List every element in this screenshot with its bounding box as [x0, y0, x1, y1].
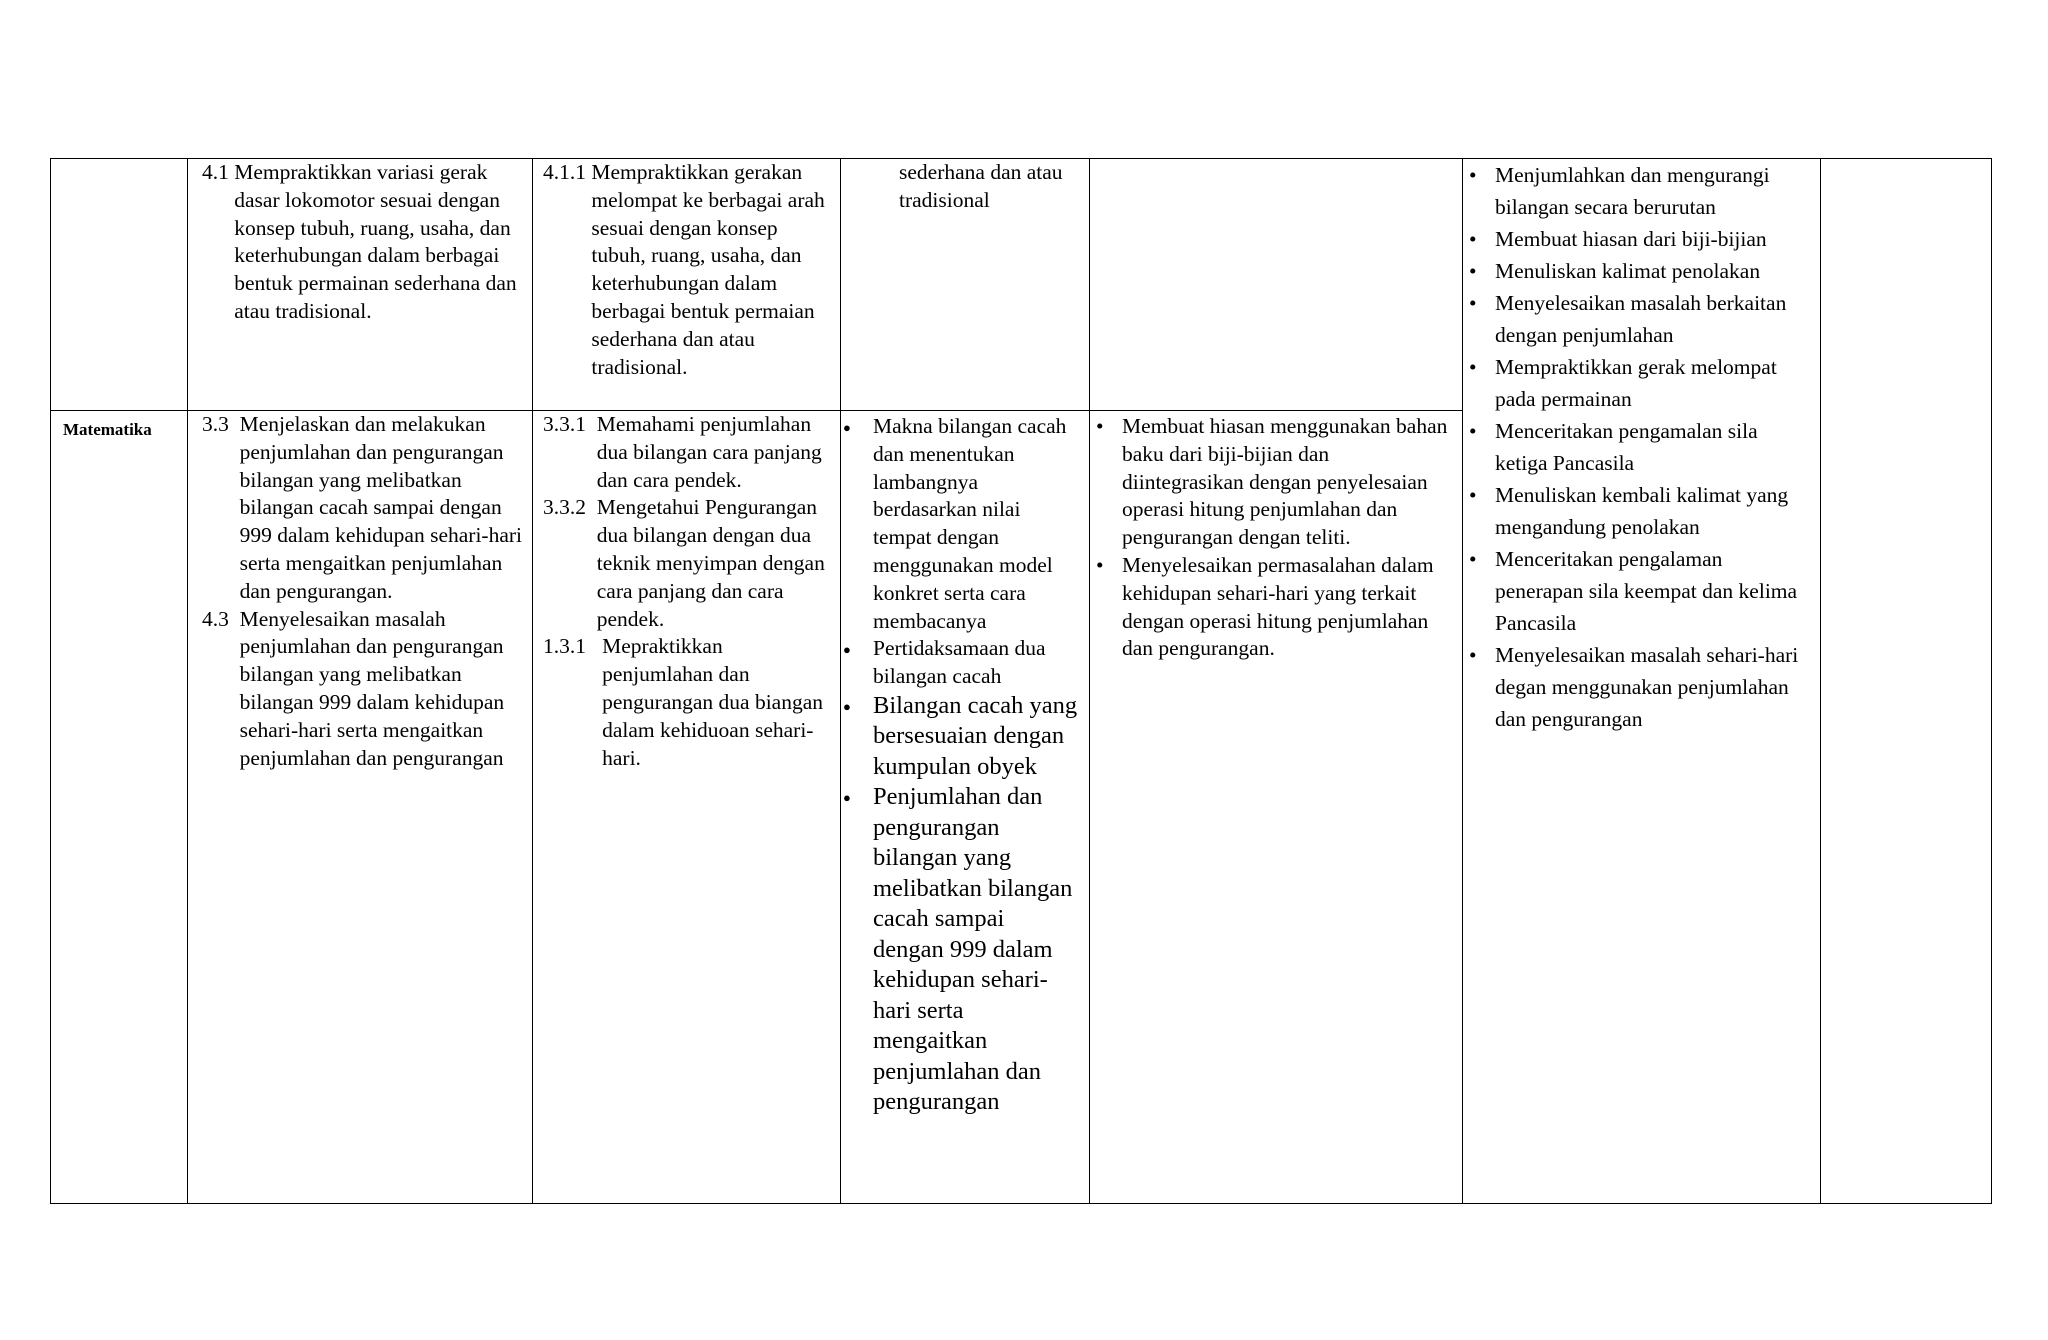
indicator-item	[543, 411, 830, 494]
list-item: ● Bilangan cacah yang bersesuaian dengan kumpulan obyek	[841, 691, 1079, 783]
notes-cell	[1821, 159, 1992, 1204]
competency-number: 4.1	[202, 160, 235, 184]
list-item: • Menjumlahkan dan mengurangi bilangan secara berurutan	[1463, 159, 1810, 223]
material-list	[841, 413, 1079, 1118]
activity-cell	[1090, 159, 1463, 411]
subject-label: Matematika	[63, 420, 152, 439]
material-text: sederhana dan atau tradisional	[899, 160, 1063, 212]
activity-list	[1090, 413, 1452, 663]
list-item: • Menuliskan kalimat penolakan	[1463, 255, 1810, 287]
competency-cell	[188, 159, 533, 411]
indicator-number: 1.3.1	[543, 634, 603, 659]
indicator-number: 3.3.2	[543, 495, 597, 520]
list-item: ● Penjumlahan dan pengurangan bilangan yang melibatkan bilangan cacah sampai dengan 999 dalam kehidupan sehari-hari serta mengaitkan penjumlahan dan pengurangan	[841, 782, 1079, 1118]
list-item: • Menyelesaikan masalah berkaitan dengan penjumlahan	[1463, 287, 1810, 351]
competency-item	[198, 411, 522, 606]
indicator-cell	[533, 159, 841, 411]
indicator-item	[543, 494, 830, 633]
material-cell	[841, 411, 1090, 1204]
indicator-text: Mempraktikkan gerakan melompat ke berbagai arah sesuai dengan konsep tubuh, ruang, usaha, dan keterhubungan dalam berbagai bentuk permaian sederhana dan atau tradisional.	[591, 160, 825, 379]
list-item: • Menceritakan pengamalan sila ketiga Pancasila	[1463, 415, 1810, 479]
list-item: • Membuat hiasan menggunakan bahan baku dari biji-bijian dan diintegrasikan dengan penyelesaian operasi hitung penjumlahan dan pengurangan dengan teliti.	[1090, 413, 1452, 552]
activity-cell	[1090, 411, 1463, 1204]
material-cell	[841, 159, 1090, 411]
list-item: • Menyelesaikan masalah sehari-hari degan menggunakan penjumlahan dan pengurangan	[1463, 639, 1810, 735]
list-item: • Membuat hiasan dari biji-bijian	[1463, 223, 1810, 255]
learning-activities-list	[1463, 159, 1810, 735]
list-item: • Menceritakan pengalaman penerapan sila keempat dan kelima Pancasila	[1463, 543, 1810, 639]
list-item: • Menuliskan kembali kalimat yang mengandung penolakan	[1463, 479, 1810, 543]
indicator-cell	[533, 411, 841, 1204]
indicator-item	[543, 633, 830, 772]
competency-text: Menjelaskan dan melakukan penjumlahan dan pengurangan bilangan yang melibatkan bilangan cacah sampai dengan 999 dalam kehidupan sehari-hari serta mengaitkan penjumlahan dan pengurangan.	[239, 412, 523, 603]
indicator-text: Mepraktikkan penjumlahan dan pengurangan dua biangan dalam kehiduoan sehari-hari.	[602, 634, 824, 770]
list-item: • Mempraktikkan gerak melompat pada permainan	[1463, 351, 1810, 415]
lesson-plan-table	[50, 158, 1992, 1204]
competency-number: 3.3	[202, 412, 240, 436]
indicator-item	[543, 159, 830, 381]
indicator-text: Memahami penjumlahan dua bilangan cara panjang dan cara pendek.	[596, 412, 822, 492]
list-item: ● Makna bilangan cacah dan menentukan lambangnya berdasarkan nilai tempat dengan menggunakan model konkret serta cara membacanya	[841, 413, 1079, 635]
competency-item	[198, 606, 522, 773]
subject-cell	[51, 411, 188, 1204]
competency-cell	[188, 411, 533, 1204]
indicator-number: 4.1.1	[543, 160, 592, 184]
indicator-text: Mengetahui Pengurangan dua bilangan dengan dua teknik menyimpan dengan cara panjang dan cara pendek.	[596, 495, 825, 631]
table-row	[51, 159, 1992, 411]
competency-number: 4.3	[202, 606, 240, 631]
competency-item	[198, 159, 522, 326]
competency-text: Mempraktikkan variasi gerak dasar lokomotor sesuai dengan konsep tubuh, ruang, usaha, dan keterhubungan dalam berbagai bentuk permainan sederhana dan atau tradisional.	[234, 160, 517, 323]
list-item: ● Pertidaksamaan dua bilangan cacah	[841, 635, 1079, 691]
competency-text: Menyelesaikan masalah penjumlahan dan pengurangan bilangan yang melibatkan bilangan 999 dalam kehidupan sehari-hari serta mengaitkan penjumlahan dan pengurangan	[239, 606, 505, 770]
subject-cell	[51, 159, 188, 411]
list-item: • Menyelesaikan permasalahan dalam kehidupan sehari-hari yang terkait dengan operasi hitung penjumlahan dan pengurangan.	[1090, 552, 1452, 663]
learning-activities-cell	[1463, 159, 1821, 1204]
indicator-number: 3.3.1	[543, 412, 597, 436]
